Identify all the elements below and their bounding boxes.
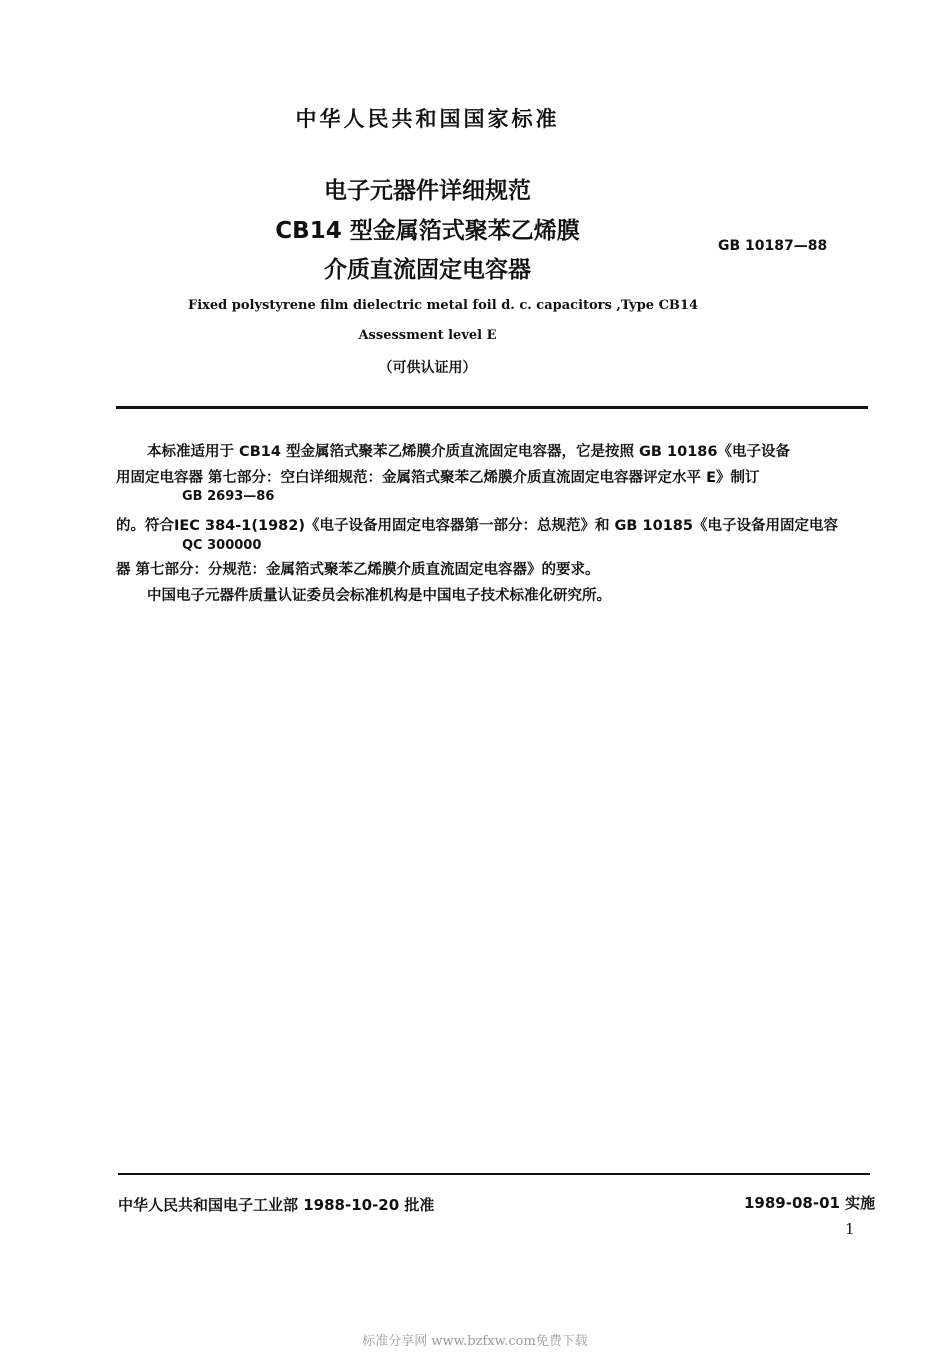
approval-statement: 中华人民共和国电子工业部 1988-10-20 批准 <box>118 1196 435 1214</box>
page-number: 1 <box>845 1220 855 1238</box>
standard-number: GB 10187—88 <box>718 238 828 254</box>
watermark: 标准分享网 www.bzfxw.com免费下载 <box>362 1334 588 1349</box>
body-line-5: 中国电子元器件质量认证委员会标准机构是中国电子技术标准化研究所。 <box>147 588 611 604</box>
title-line-1: 电子元器件详细规范 <box>324 178 531 204</box>
assessment-level: Assessment level E <box>358 328 497 343</box>
title-line-2: CB14 型金属箔式聚苯乙烯膜 <box>275 218 580 244</box>
body-line-3: 的。符合IEC 384-1(1982)《电子设备用固定电容器第一部分：总规范》和 GB 10185《电子设备用固定电容 <box>116 518 838 534</box>
certification-note: （可供认证用） <box>378 360 477 376</box>
national-standard-heading: 中华人民共和国国家标准 <box>295 107 560 131</box>
body-line-4: 器 第七部分：分规范：金属箔式聚苯乙烯膜介质直流固定电容器》的要求。 <box>116 562 600 578</box>
reference-note-qc300000: QC 300000 <box>182 538 262 553</box>
reference-note-gb2693: GB 2693—86 <box>182 489 275 504</box>
body-line-1: 本标准适用于 CB14 型金属箔式聚苯乙烯膜介质直流固定电容器，它是按照 GB 10186《电子设备 <box>147 444 790 460</box>
effective-date: 1989-08-01 实施 <box>744 1194 876 1212</box>
bottom-divider <box>118 1173 870 1175</box>
top-divider <box>116 406 868 409</box>
body-line-2: 用固定电容器 第七部分：空白详细规范：金属箔式聚苯乙烯膜介质直流固定电容器评定水平 E》制订 <box>116 470 760 486</box>
english-title: Fixed polystyrene film dielectric metal foil d. c. capacitors ,Type CB14 <box>187 298 699 313</box>
title-line-3: 介质直流固定电容器 <box>324 257 531 283</box>
